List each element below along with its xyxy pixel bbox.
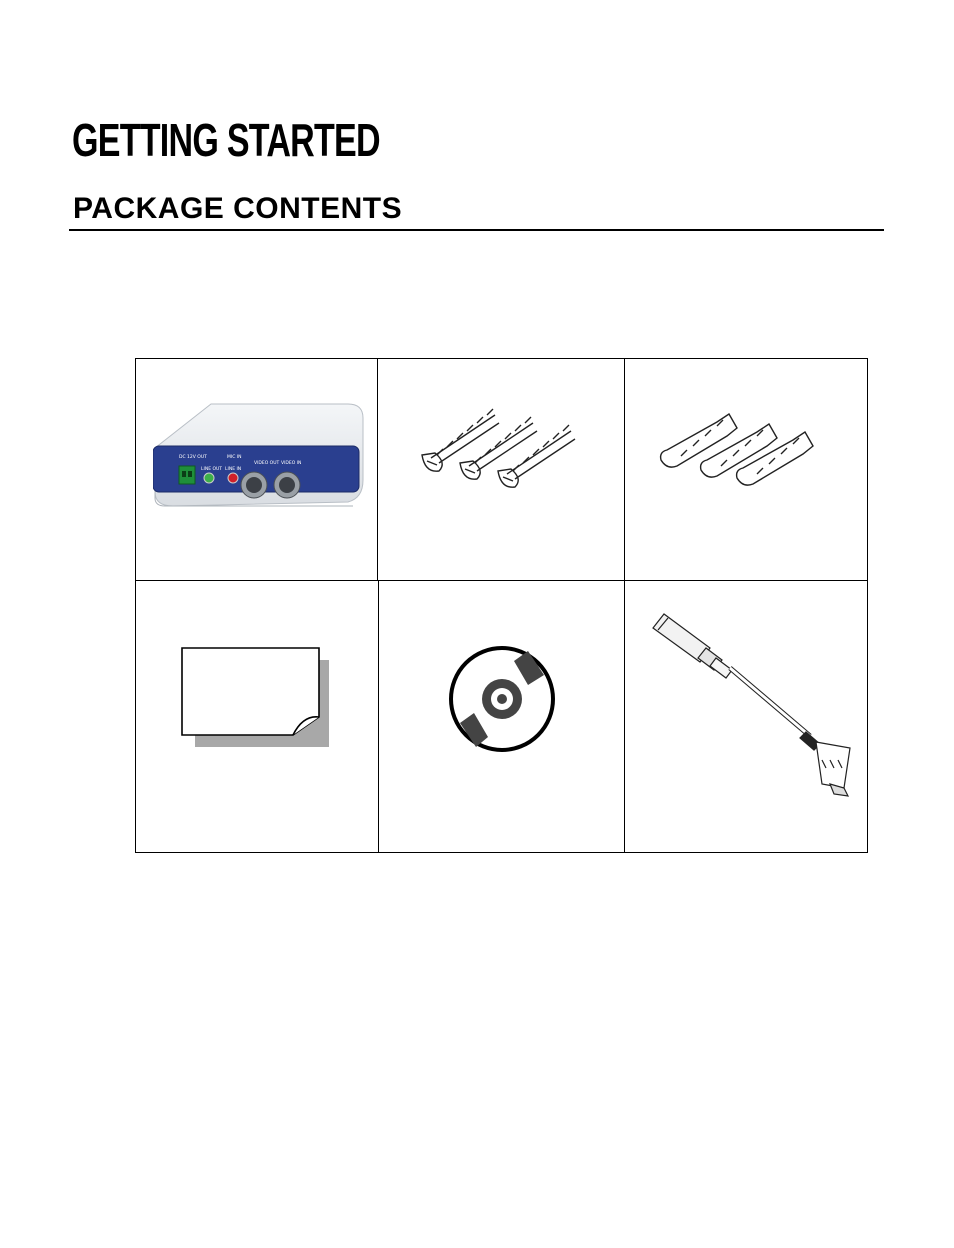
- unit-label-dc-out: DC 12V OUT: [179, 455, 207, 460]
- document-sheet-icon: [181, 647, 331, 749]
- unit-label-mic-in: MIC IN: [227, 455, 242, 460]
- package-item-cable: [650, 608, 865, 803]
- package-item-wall-anchors: [657, 408, 837, 490]
- wall-anchors-icon: [657, 408, 837, 490]
- package-item-video-server: [153, 400, 365, 510]
- section-title: GETTING STARTED: [72, 114, 380, 166]
- package-item-cd: [448, 645, 556, 753]
- package-item-document: [181, 647, 331, 749]
- unit-label-line-out: LINE OUT: [201, 467, 223, 472]
- unit-label-line-in: LINE IN: [225, 467, 242, 472]
- video-server-unit-icon: [153, 400, 365, 510]
- cd-disc-icon: [448, 645, 556, 753]
- title-divider: [69, 229, 884, 231]
- unit-label-video-in: VIDEO IN: [281, 461, 302, 466]
- package-item-screws: [417, 403, 582, 491]
- unit-label-video-out: VIDEO OUT: [254, 461, 280, 466]
- screws-icon: [417, 403, 582, 491]
- package-contents-grid: [135, 358, 868, 853]
- section-subtitle: PACKAGE CONTENTS: [73, 192, 403, 225]
- bnc-cable-icon: [650, 608, 865, 803]
